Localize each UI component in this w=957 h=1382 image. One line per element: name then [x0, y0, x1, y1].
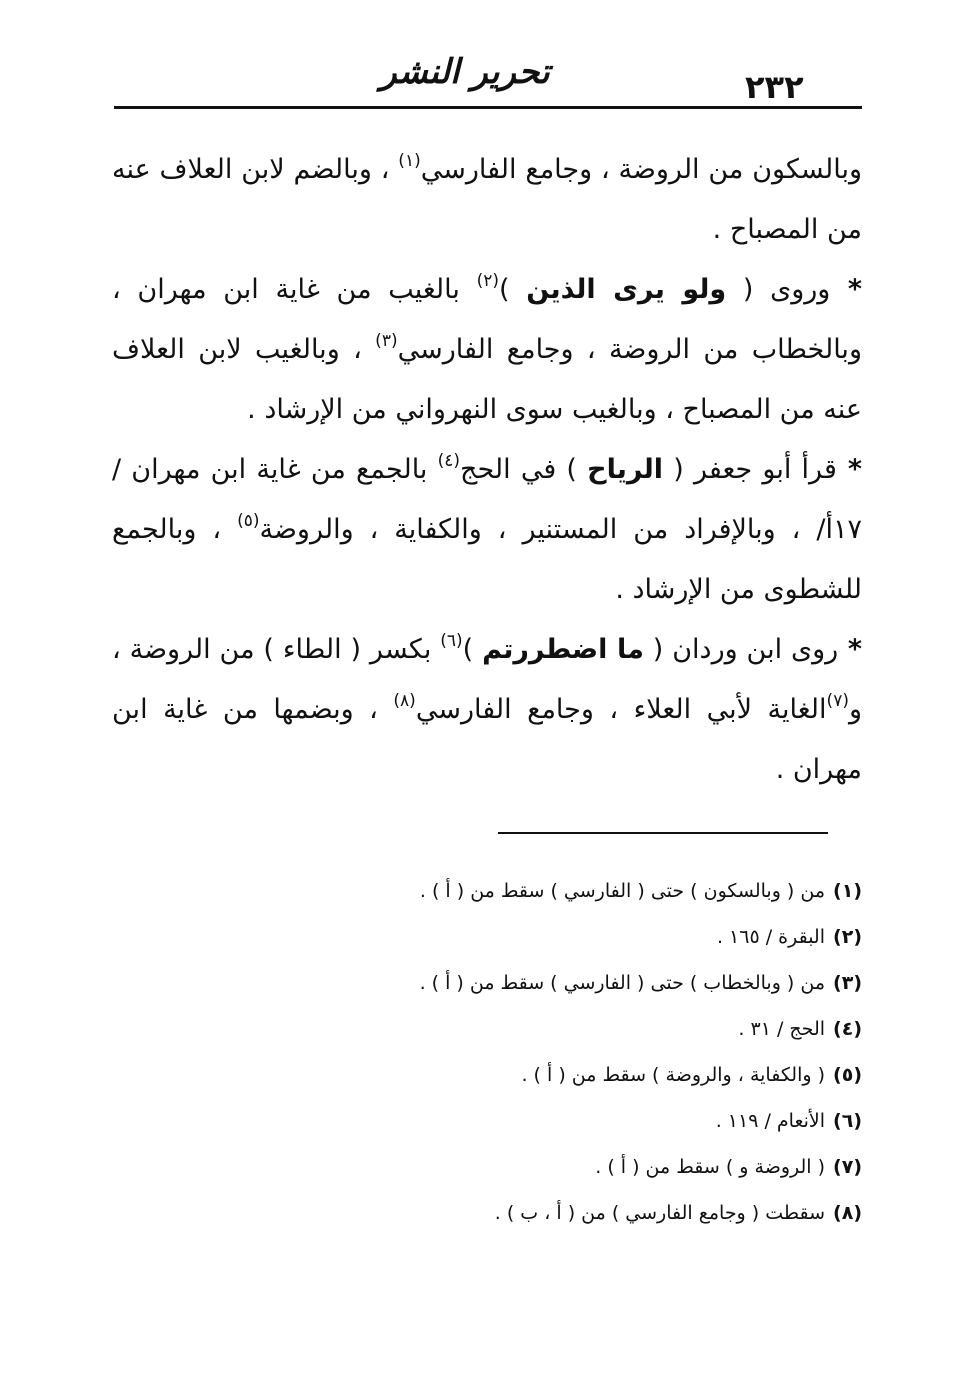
paragraph-text: بالجمع من غاية ابن مهران /١٧أ/ ، وبالإفراد من المستنير ، والكفاية ، والروضة — [112, 454, 862, 545]
paragraph-text: بكسر ( الطاء ) من الروضة ، و — [112, 634, 863, 725]
footnote-item — [112, 1098, 862, 1144]
paragraph — [112, 440, 862, 620]
footnote-item — [112, 868, 862, 914]
paragraph-text: بالغيب من غاية ابن مهران ، وبالخطاب من الروضة ، وجامع الفارسي — [112, 274, 862, 365]
footnote-item — [112, 1144, 862, 1190]
paragraph-text: ) — [498, 274, 527, 305]
footnote-number: (٧) — [833, 1156, 862, 1178]
page-number: ٢٣٢ — [745, 68, 804, 106]
footnote-number: (٦) — [833, 1110, 862, 1132]
paragraph — [112, 260, 862, 440]
footnote-text: من ( وبالسكون ) حتى ( الفارسي ) سقط من ( أ ) . — [419, 880, 826, 902]
paragraph-text: روى ابن وردان ( — [643, 634, 839, 665]
footnote-ref: (١) — [398, 151, 421, 171]
paragraph-text: ، وبالغيب لابن العلاف عنه من المصباح ، وبالغيب سوى النهرواني من الإرشاد . — [112, 334, 862, 425]
footnote-ref: (٧) — [826, 691, 849, 711]
paragraph-text: الغاية لأبي العلاء ، وجامع الفارسي — [415, 694, 827, 725]
paragraph-text: ) في الحج — [460, 454, 588, 485]
footnote-text: من ( وبالخطاب ) حتى ( الفارسي ) سقط من ( أ ) . — [419, 972, 826, 994]
footnote-ref: (٢) — [476, 271, 499, 291]
footnote-number: (٤) — [833, 1018, 862, 1040]
footnotes — [112, 868, 862, 1236]
paragraph — [112, 620, 862, 800]
footnote-ref: (٥) — [237, 511, 260, 531]
footnote-item — [112, 914, 862, 960]
quranic-phrase: الرياح — [587, 454, 664, 485]
footnote-number: (٨) — [833, 1202, 862, 1224]
footnote-number: (٢) — [833, 926, 862, 948]
footnote-number: (٣) — [833, 972, 862, 994]
asterisk-marker: * — [838, 634, 863, 665]
main-text — [112, 140, 862, 800]
paragraph-text: وروى ( — [726, 274, 831, 305]
paragraph-text: وبالسكون من الروضة ، وجامع الفارسي — [420, 154, 862, 185]
footnote-text: البقرة / ١٦٥ . — [716, 926, 826, 948]
running-header-title: تحرير النشر — [380, 52, 550, 92]
footnote-text: سقطت ( وجامع الفارسي ) من ( أ ، ب ) . — [494, 1202, 826, 1224]
paragraph-text: ) — [462, 634, 483, 665]
paragraph-text: ، وبالضم لابن العلاف عنه من المصباح . — [112, 154, 862, 245]
footnote-item — [112, 960, 862, 1006]
footnote-text: الأنعام / ١١٩ . — [715, 1110, 826, 1132]
footnote-number: (٥) — [833, 1064, 862, 1086]
footnote-text: الحج / ٣١ . — [738, 1018, 826, 1040]
paragraph — [112, 140, 862, 260]
footnote-item — [112, 1052, 862, 1098]
asterisk-marker: * — [830, 274, 862, 305]
footnote-ref: (٣) — [375, 331, 398, 351]
footnote-text: ( والكفاية ، والروضة ) سقط من ( أ ) . — [521, 1064, 826, 1086]
footnote-divider — [498, 832, 828, 834]
footnote-item — [112, 1190, 862, 1236]
footnote-ref: (٦) — [440, 631, 463, 651]
quranic-phrase: ما اضطررتم — [482, 634, 644, 665]
footnote-ref: (٤) — [437, 451, 461, 471]
footnote-item — [112, 1006, 862, 1052]
footnote-ref: (٨) — [393, 691, 416, 711]
paragraph-text: ، وبضمها من غاية ابن مهران . — [112, 694, 862, 785]
paragraph-text: قرأ أبو جعفر ( — [663, 454, 837, 485]
paragraph-text: ، وبالجمع للشطوى من الإرشاد . — [112, 514, 862, 605]
asterisk-marker: * — [836, 454, 862, 485]
footnote-text: ( الروضة و ) سقط من ( أ ) . — [595, 1156, 826, 1178]
quranic-phrase: ولو يرى الذين — [526, 274, 727, 305]
footnote-number: (١) — [833, 880, 862, 902]
header-divider — [114, 106, 862, 109]
